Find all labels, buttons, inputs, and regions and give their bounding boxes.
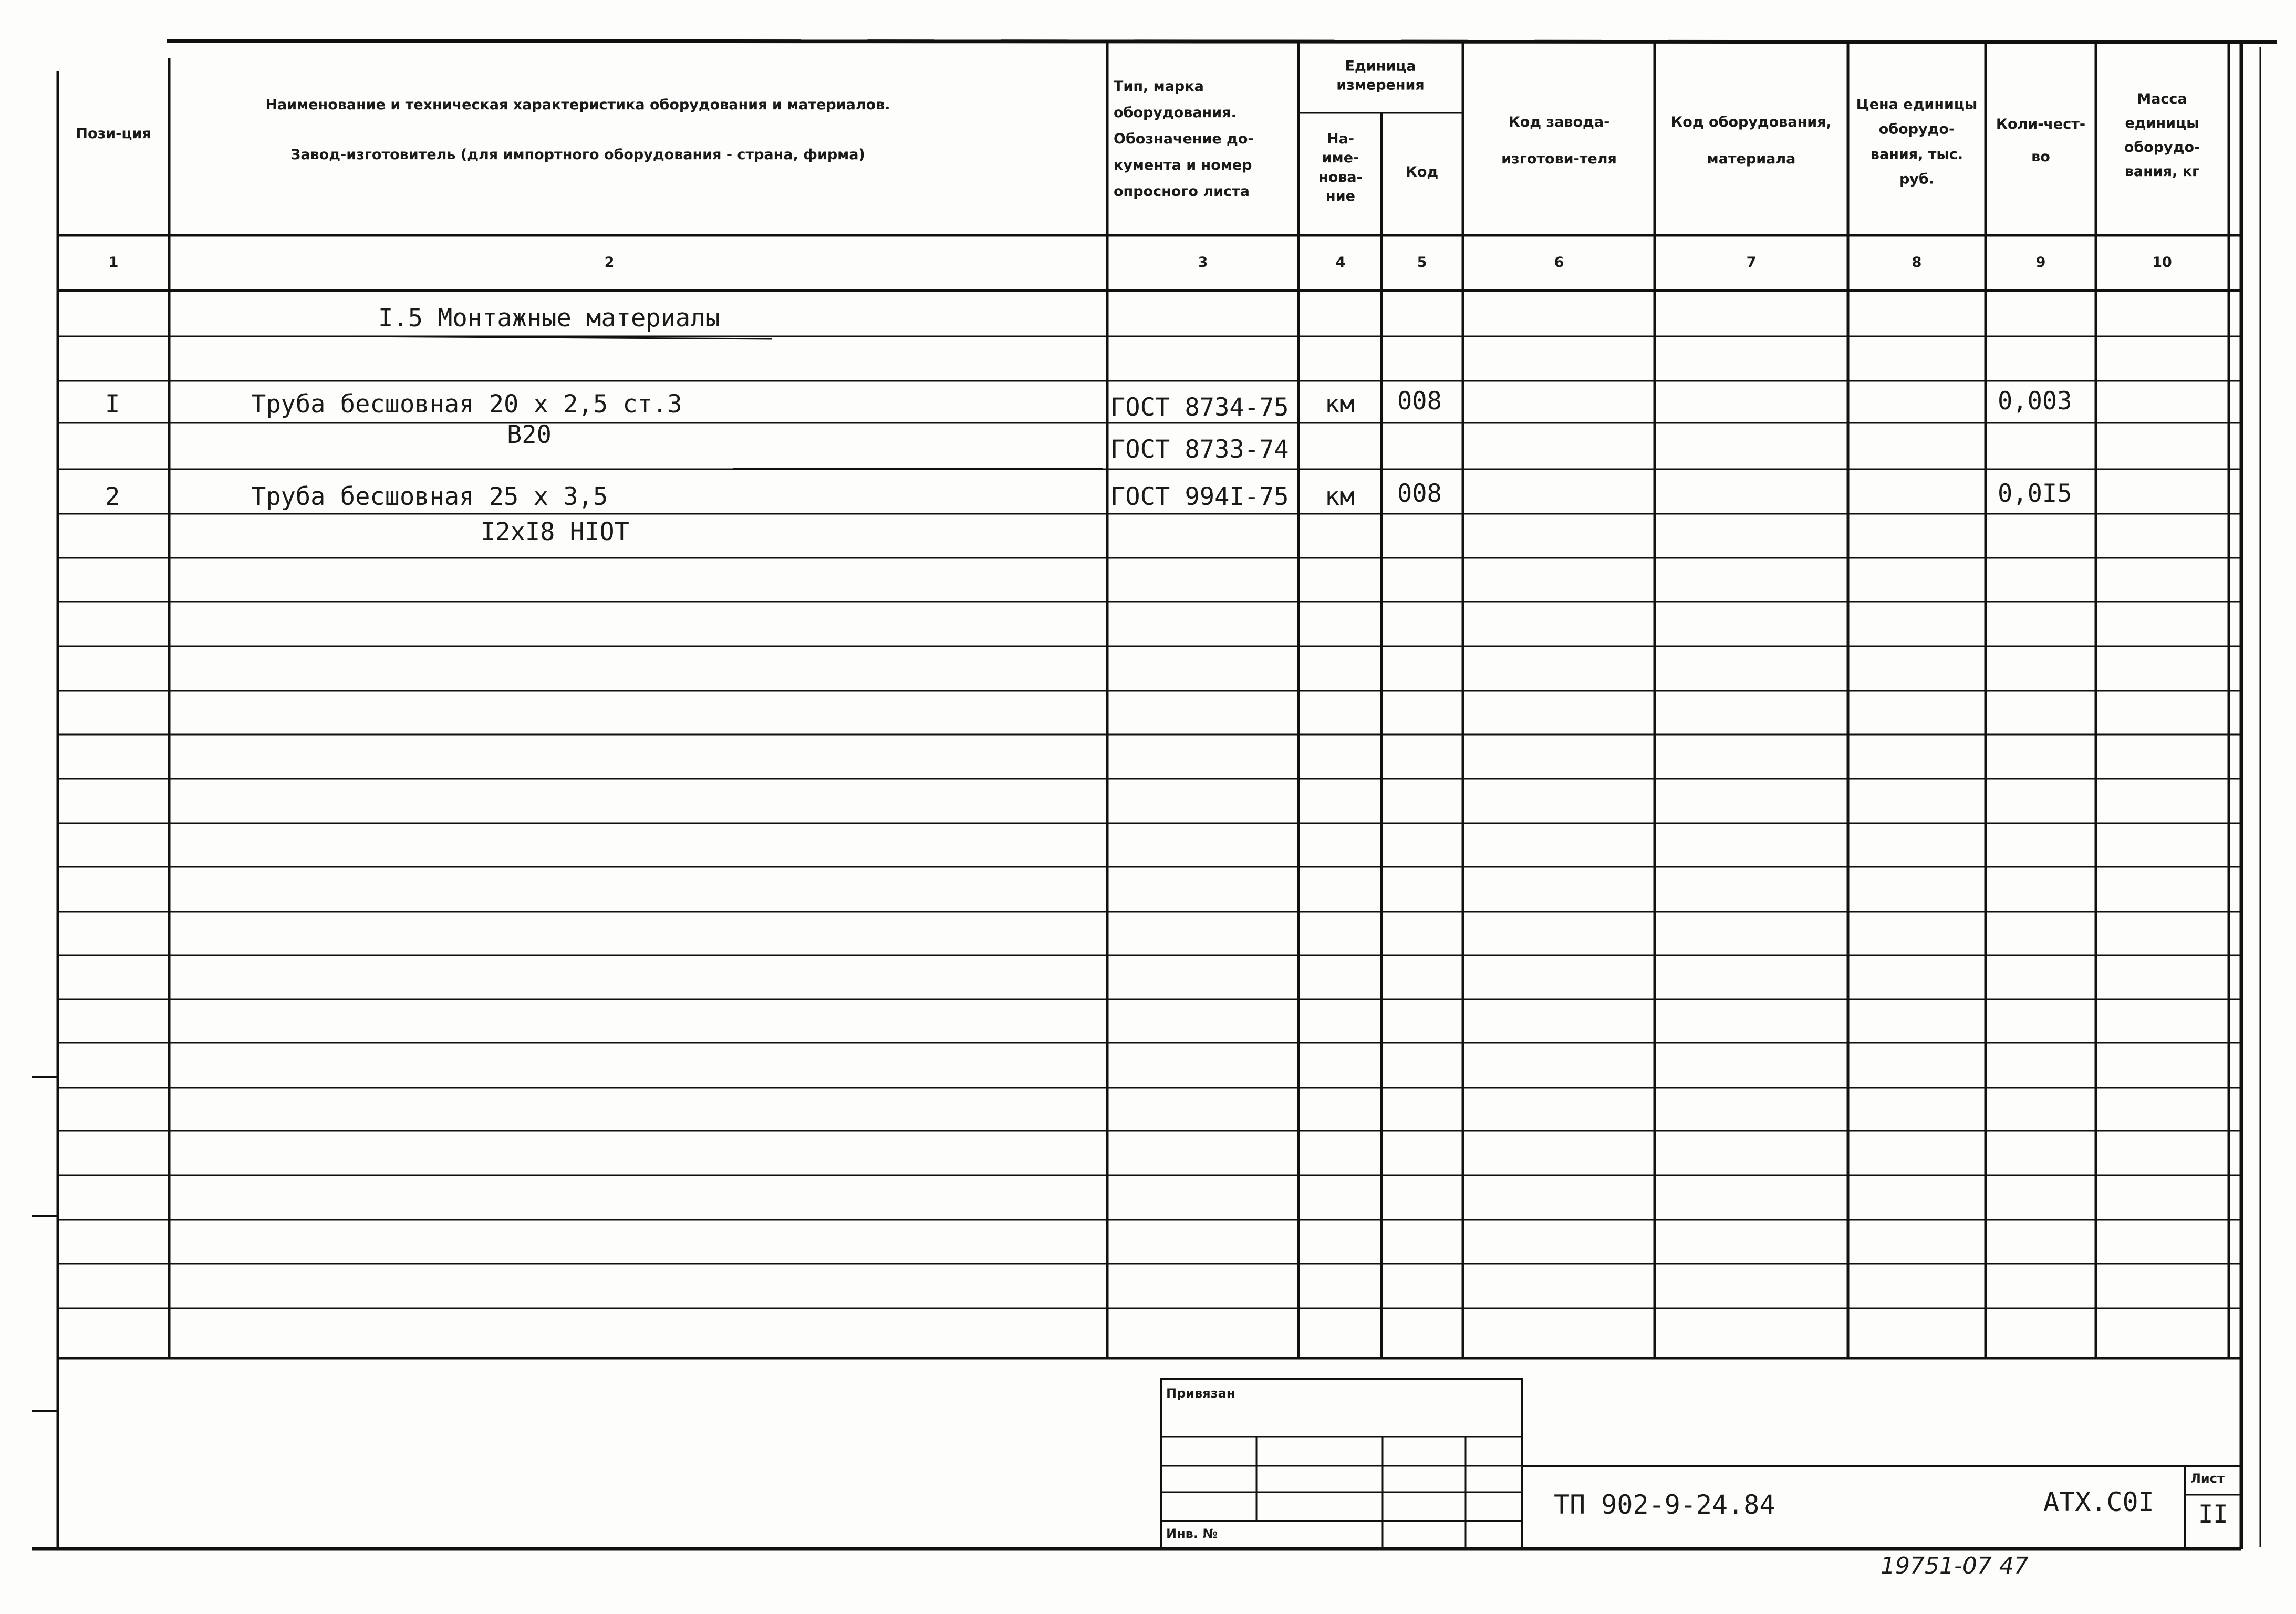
row-2-code: 008 [1397,479,1442,508]
header-col-8: Цена единицы оборудо-вания, тыс. руб. [1856,96,1978,188]
header-col-5: Код [1405,163,1439,180]
stamp-inventory-label: Инв. № [1166,1526,1218,1541]
col-number-1: 1 [108,254,119,271]
col-number-7: 7 [1746,254,1757,271]
row-2-name: Труба бесшовная 25 х 3,5 [251,482,608,511]
header-col-9: Коли-чест-во [1996,116,2086,165]
row-2-unit: км [1325,482,1355,511]
row-2-position: 2 [105,482,120,511]
section-heading: I.5 Монтажные материалы [378,304,720,333]
row-2-material: I2хI8 HIOT [481,518,629,546]
col-number-6: 6 [1554,254,1564,271]
header-col-2-line2: Завод-изготовитель (для импортного оборудования - страна, фирма) [290,146,865,163]
row-1-unit: км [1325,390,1355,419]
col-number-8: 8 [1911,254,1922,271]
col-number-5: 5 [1417,254,1427,271]
col-number-3: 3 [1198,254,1208,271]
col-number-10: 10 [2152,254,2172,271]
header-col-2-line1: Наименование и техническая характеристика оборудования и материалов. [265,96,890,113]
col-number-9: 9 [2035,254,2046,271]
document-code: ТП 902-9-24.84 [1554,1489,1775,1520]
stamp-linked-label: Привязан [1166,1386,1235,1401]
archive-number: 19751-07 47 [1881,1553,2029,1579]
row-1-code: 008 [1397,387,1442,416]
header-col-1: Пози-ция [76,125,151,142]
row-1-doc: ГОСТ 8734-75 [1110,393,1289,422]
row-2-qty: 0,0I5 [1998,479,2072,508]
row-1-qty: 0,003 [1998,387,2072,416]
row-2-doc: ГОСТ 994I-75 [1110,482,1289,511]
sheet-label: Лист [2190,1471,2225,1486]
sheet-number: II [2198,1500,2228,1529]
header-col-10: Масса единицы оборудо-вания, кг [2124,91,2200,180]
row-1-name: Труба бесшовная 20 х 2,5 ст.3 [251,390,682,419]
header-col-6: Код завода-изготови-теля [1501,113,1617,167]
header-col-unit: Единица измерения [1336,58,1425,94]
header-col-3: Тип, марка оборудования. Обозначение до-кумента и номер опросного листа [1114,78,1254,200]
header-col-4: На-име-нова-ние [1318,131,1363,205]
row-1-position: I [105,390,120,419]
header-col-7: Код оборудования, материала [1671,113,1832,167]
col-number-2: 2 [604,254,615,271]
col-number-4: 4 [1335,254,1346,271]
document-mark: АТХ.С0I [2043,1487,2154,1517]
row-1-material: В20 [507,420,552,449]
row-1-doc-2: ГОСТ 8733-74 [1110,435,1289,464]
